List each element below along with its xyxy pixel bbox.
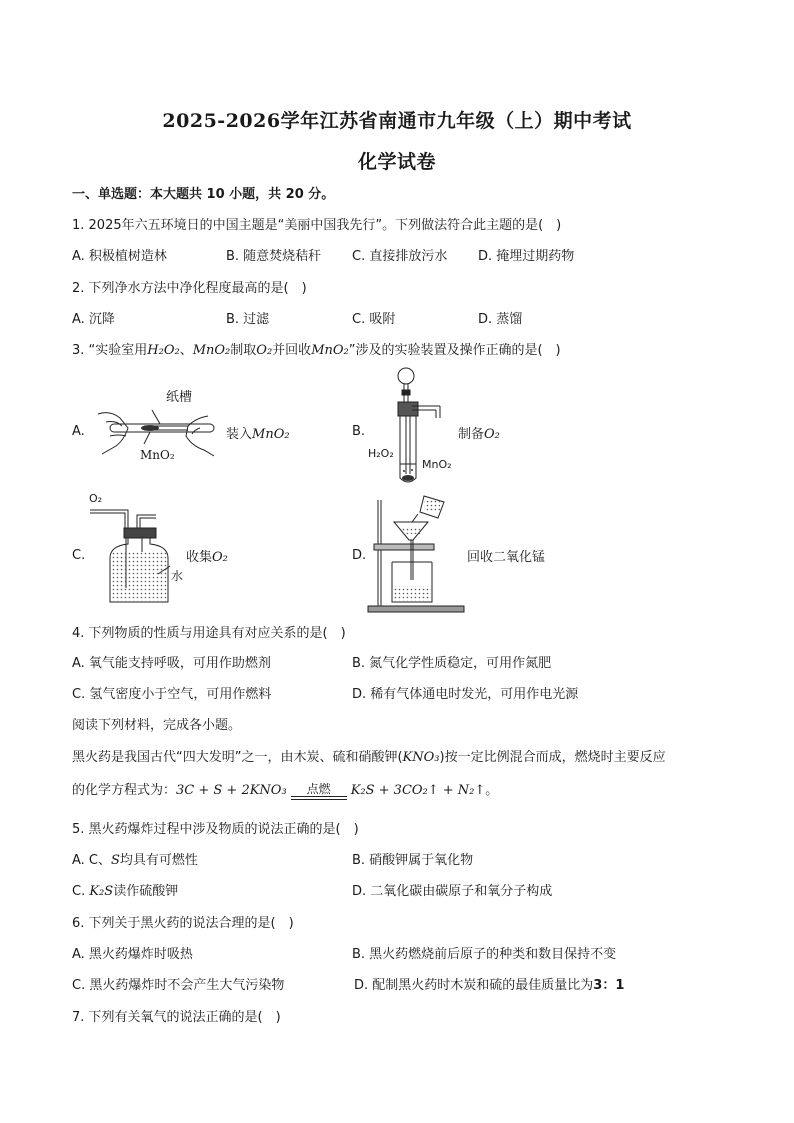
exam-subtitle: 化学试卷	[357, 151, 436, 173]
q3c-tag-o2: O₂	[89, 492, 103, 505]
q2-option-d: D. 蒸馏	[478, 312, 523, 327]
q3b-tag-mno2: MnO₂	[422, 458, 452, 471]
gas-collection-bottle-figure	[88, 492, 180, 610]
q4-option-a: A. 氧气能支持呼吸，可用作助燃剂	[72, 656, 271, 671]
q1-option-d: D. 掩埋过期药物	[478, 249, 575, 264]
q6-option-b: B. 黑火药燃烧前后原子的种类和数目保持不变	[352, 947, 617, 962]
q4-option-d: D. 稀有气体通电时发光，可用作电光源	[352, 687, 579, 702]
q3-option-a-label: 装入MnO₂	[226, 427, 290, 442]
q7-stem: 7. 下列有关氧气的说法正确的是( )	[72, 1010, 281, 1025]
q4-option-b: B. 氮气化学性质稳定，可用作氮肥	[352, 656, 552, 671]
q2-option-a: A. 沉降	[72, 312, 115, 327]
q1-stem: 1. 2025年六五环境日的中国主题是“美丽中国我先行”。下列做法符合此主题的是( )	[72, 218, 562, 233]
material-line-1: 黑火药是我国古代“四大发明”之一，由木炭、硫和硝酸钾(KNO₃)按一定比例混合而成，燃烧时主要反应	[72, 750, 666, 765]
q5-option-c: C. K₂S读作硫酸钾	[72, 884, 179, 899]
q1-option-c: C. 直接排放污水	[352, 249, 448, 264]
q3-option-a-letter: A.	[72, 424, 85, 439]
q3-option-b-letter: B.	[352, 424, 366, 439]
q3a-tag-paper-trough: 纸槽	[166, 390, 193, 405]
q5-option-a: A. C、S均具有可燃性	[72, 853, 198, 868]
q5-option-d: D. 二氧化碳由碳原子和氧分子构成	[352, 884, 553, 899]
q2-option-c: C. 吸附	[352, 312, 396, 327]
q1-option-b: B. 随意焚烧秸秆	[226, 249, 322, 264]
material-equation: 的化学方程式为：3C + S + 2KNO₃ 点燃 K₂S + 3CO₂↑ + N₂↑。	[72, 778, 498, 804]
q3-option-c-label: 收集O₂	[186, 550, 228, 565]
reaction-condition: 点燃	[291, 783, 347, 804]
q4-option-c: C. 氢气密度小于空气，可用作燃料	[72, 687, 272, 702]
q2-option-b: B. 过滤	[226, 312, 270, 327]
exam-title: 2025-2026学年江苏省南通市九年级（上）期中考试	[162, 110, 632, 132]
q6-stem: 6. 下列关于黑火药的说法合理的是( )	[72, 916, 294, 931]
q2-stem: 2. 下列净水方法中净化程度最高的是( )	[72, 281, 307, 296]
q6-option-d: D. 配制黑火药时木炭和硫的最佳质量比为3：1	[354, 978, 625, 993]
q1-option-a: A. 积极植树造林	[72, 249, 167, 264]
filtration-apparatus-figure	[366, 492, 466, 614]
q3-stem: 3. “实验室用H₂O₂、MnO₂制取O₂并回收MnO₂”涉及的实验装置及操作正确的是( )	[72, 343, 561, 358]
q4-stem: 4. 下列物质的性质与用途具有对应关系的是( )	[72, 626, 346, 641]
q3-option-b-label: 制备O₂	[458, 427, 500, 442]
q3b-tag-h2o2: H₂O₂	[368, 447, 394, 460]
oxygen-generator-figure	[372, 366, 452, 490]
q3c-tag-water: 水	[171, 569, 184, 583]
section-heading: 一、单选题：本大题共 10 小题，共 20 分。	[72, 187, 335, 202]
reading-instruction: 阅读下列材料，完成各小题。	[72, 718, 242, 733]
q3-option-c-letter: C.	[72, 548, 86, 563]
q3-option-d-letter: D.	[352, 548, 367, 563]
q3-option-d-label: 回收二氧化锰	[467, 550, 546, 565]
q3a-tag-mno2: MnO₂	[140, 448, 175, 462]
q6-option-a: A. 黑火药爆炸时吸热	[72, 947, 193, 962]
q6-option-c: C. 黑火药爆炸时不会产生大气污染物	[72, 978, 285, 993]
q5-option-b: B. 硝酸钾属于氧化物	[352, 853, 474, 868]
q5-stem: 5. 黑火药爆炸过程中涉及物质的说法正确的是( )	[72, 822, 359, 837]
